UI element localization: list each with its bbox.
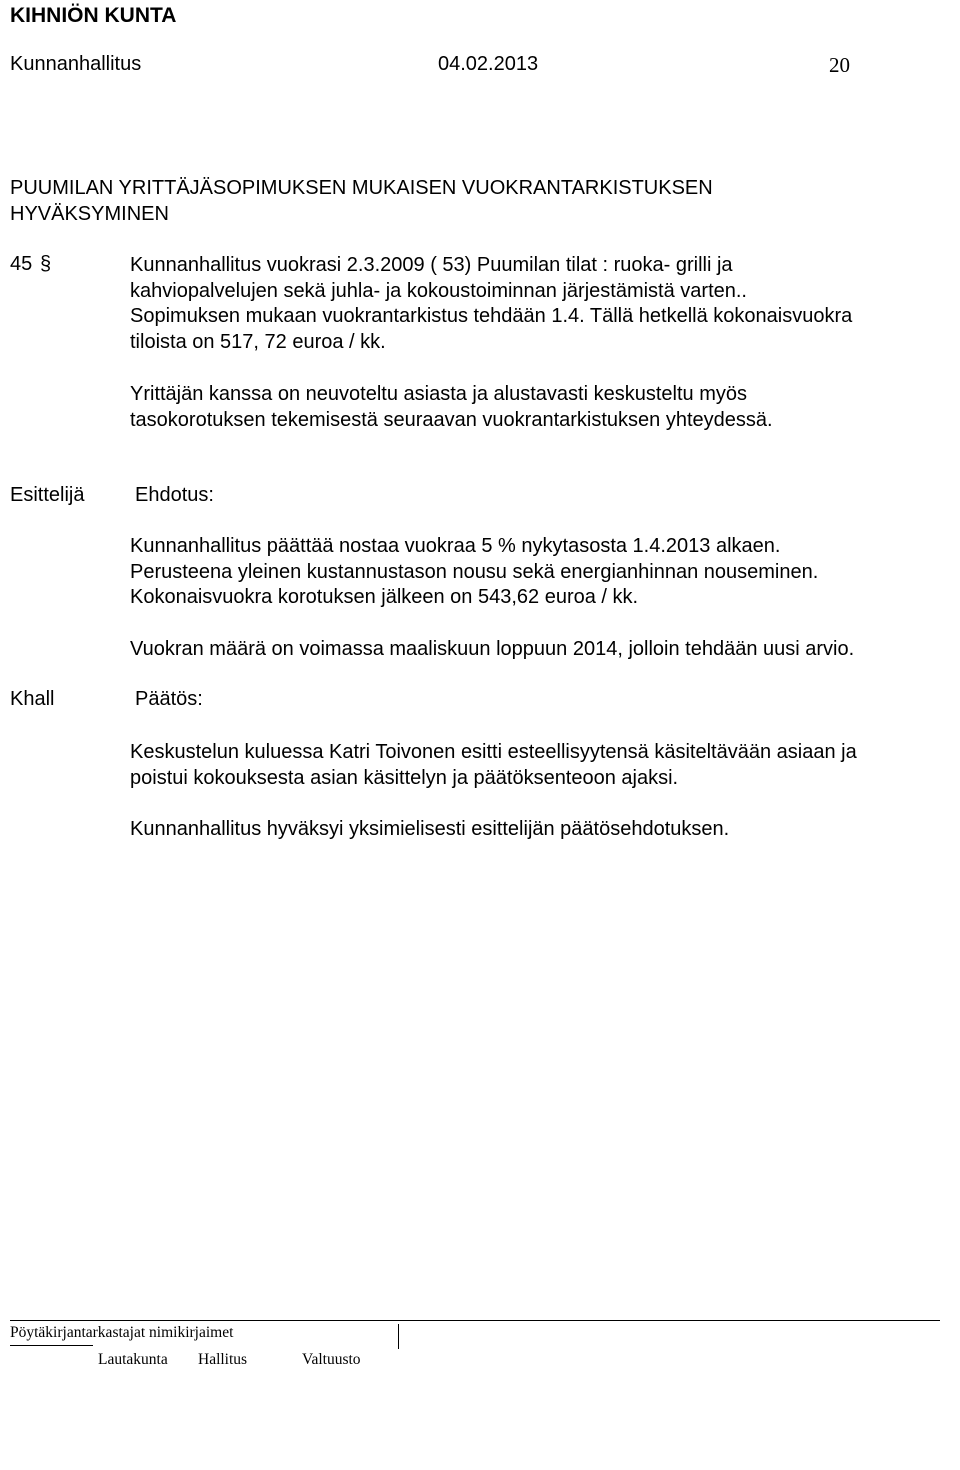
title-line-2: HYVÄKSYMINEN	[10, 202, 169, 225]
footer-body-valtuusto: Valtuusto	[302, 1351, 361, 1368]
decision-heading: Päätös:	[135, 688, 203, 710]
document-title	[10, 176, 713, 227]
intro-line: kahviopalvelujen sekä juhla- ja kokoustoiminnan järjestämistä varten..	[130, 279, 747, 302]
header-body: Kunnanhallitus	[10, 53, 142, 75]
proposal-paragraph	[130, 534, 950, 611]
decision-line: poistui kokouksesta asian käsittelyn ja päätöksenteoon ajaksi.	[130, 766, 679, 789]
background-line: tasokorotuksen tekemisestä seuraavan vuokrantarkistuksen yhteydessä.	[130, 408, 773, 431]
header-date: 04.02.2013	[438, 53, 539, 75]
footer-rule	[10, 1320, 940, 1321]
proposal-line: Kunnanhallitus päättää nostaa vuokraa 5 % nykytasosta 1.4.2013 alkaen.	[130, 535, 781, 557]
proposal-line: Kokonaisvuokra korotuksen jälkeen on 543,62 euroa / kk.	[130, 586, 639, 608]
decision-body-label: Khall	[10, 688, 55, 710]
intro-line: Sopimuksen mukaan vuokrantarkistus tehdään 1.4. Tällä hetkellä kokonaisvuokra	[130, 305, 853, 327]
intro-paragraph	[130, 253, 950, 355]
section-number: 45	[10, 253, 33, 275]
organization-name: KIHNIÖN KUNTA	[10, 4, 177, 27]
background-line: Yrittäjän kanssa on neuvoteltu asiasta ja alustavasti keskusteltu myös	[130, 383, 747, 405]
proposal-heading: Ehdotus:	[135, 484, 214, 506]
page-number: 20	[829, 53, 850, 77]
presenter-label: Esittelijä	[10, 484, 85, 506]
intro-line: tiloista on 517, 72 euroa / kk.	[130, 330, 386, 353]
decision-paragraph	[130, 740, 950, 791]
footer-body-lautakunta: Lautakunta	[98, 1351, 168, 1368]
footer-body-hallitus: Hallitus	[198, 1351, 248, 1368]
intro-line: Kunnanhallitus vuokrasi 2.3.2009 ( 53) Puumilan tilat : ruoka- grilli ja	[130, 254, 733, 276]
decision-result: Kunnanhallitus hyväksyi yksimielisesti esittelijän päätösehdotuksen.	[130, 818, 730, 840]
background-paragraph	[130, 382, 950, 433]
signature-line	[10, 1345, 93, 1346]
checkers-label: Pöytäkirjantarkastajat nimikirjaimet	[10, 1324, 234, 1341]
title-line-1: PUUMILAN YRITTÄJÄSOPIMUKSEN MUKAISEN VUOKRANTARKISTUKSEN	[10, 177, 713, 199]
decision-line: Keskustelun kuluessa Katri Toivonen esitti esteellisyytensä käsiteltävään asiaan ja	[130, 741, 857, 763]
footer-divider	[398, 1324, 399, 1349]
proposal-note: Vuokran määrä on voimassa maaliskuun loppuun 2014, jolloin tehdään uusi arvio.	[130, 638, 855, 660]
section-symbol: §	[40, 253, 52, 275]
proposal-line: Perusteena yleinen kustannustason nousu sekä energianhinnan nouseminen.	[130, 560, 819, 583]
